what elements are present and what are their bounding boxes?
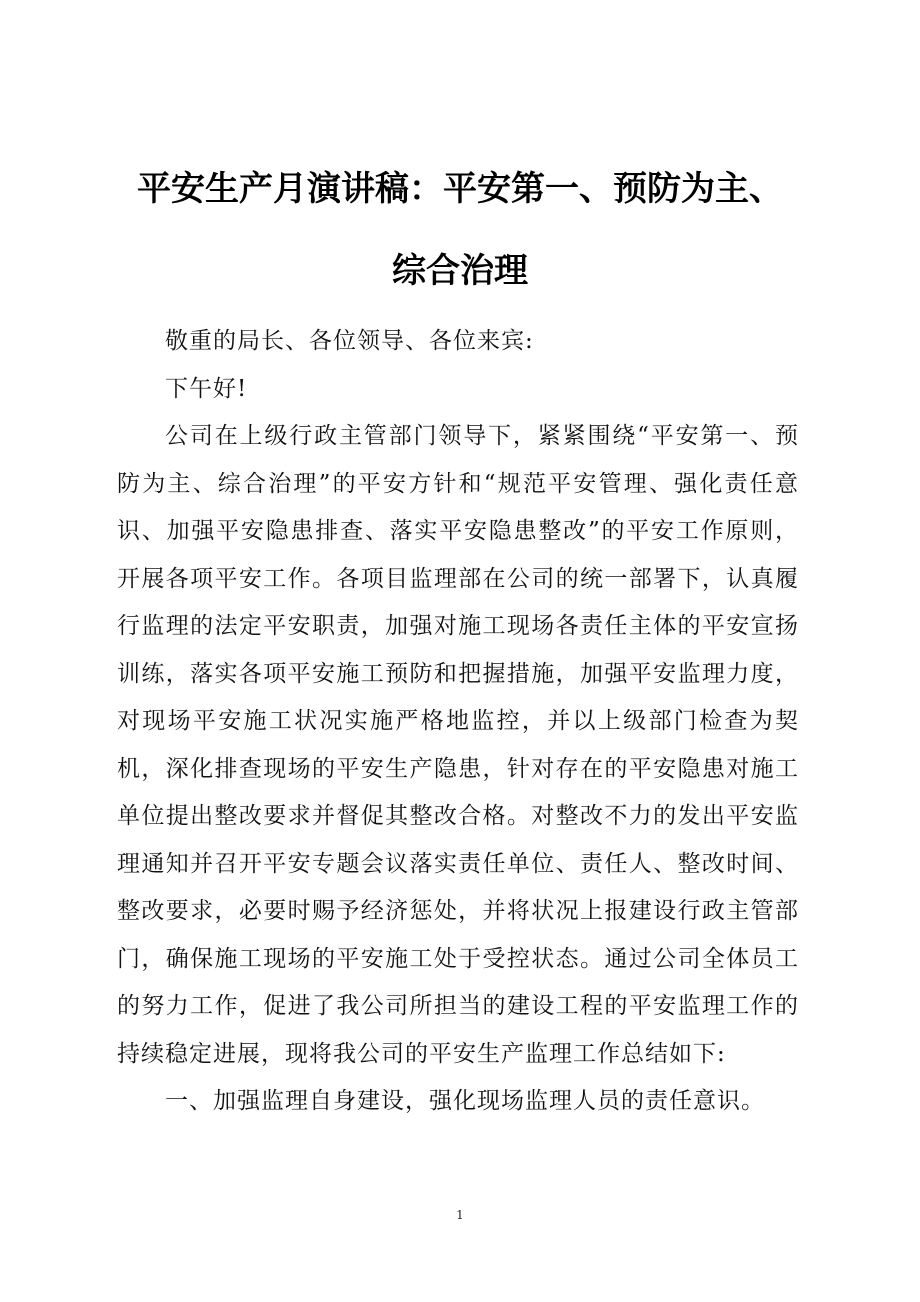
document-title [90,148,830,312]
page-number: 1 [456,1208,464,1222]
salutation-paragraph: 敬重的局长、各位领导、各位来宾: [165,328,534,354]
title-line-2: 综合治理 [392,251,528,291]
greeting-paragraph: 下午好! [165,375,248,402]
main-paragraph: 公司在上级行政主管部门领导下，紧紧围绕“平安第一、预防为主、综合治理”的平安方针和“规范平安管理、强化责任意识、加强平安隐患排查、落实平安隐患整改”的平安工作原则，开展各项平安工作。各项目监理部在公司的统一部署下，认真履行监理的法定平安职责，加强对施工现场各责任主体的平安宣扬训练，落实各项平安施工预防和把握措施，加强平安监理力度，对现场平安施工状况实施严格地监控，并以上级部门检查为契机，深化排查现场的平安生产隐患，针对存在的平安隐患对施工单位提出整改要求并督促其整改合格。对整改不力的发出平安监理通知并召开平安专题会议落实责任单位、责任人、整改时间、整改要求，必要时赐予经济惩处，并将状况上报建设行政主管部门，确保施工现场的平安施工处于受控状态。通过公司全体员工的努力工作，促进了我公司所担当的建设工程的平安监理工作的持续稳定进展，现将我公司的平安生产监理工作总结如下: [117,423,799,1067]
section-heading-1: 一、加强监理自身建设，强化现场监理人员的责任意识。 [165,1088,765,1114]
title-line-1: 平安生产月演讲稿：平安第一、预防为主、 [137,169,783,209]
document-body [117,318,799,1126]
